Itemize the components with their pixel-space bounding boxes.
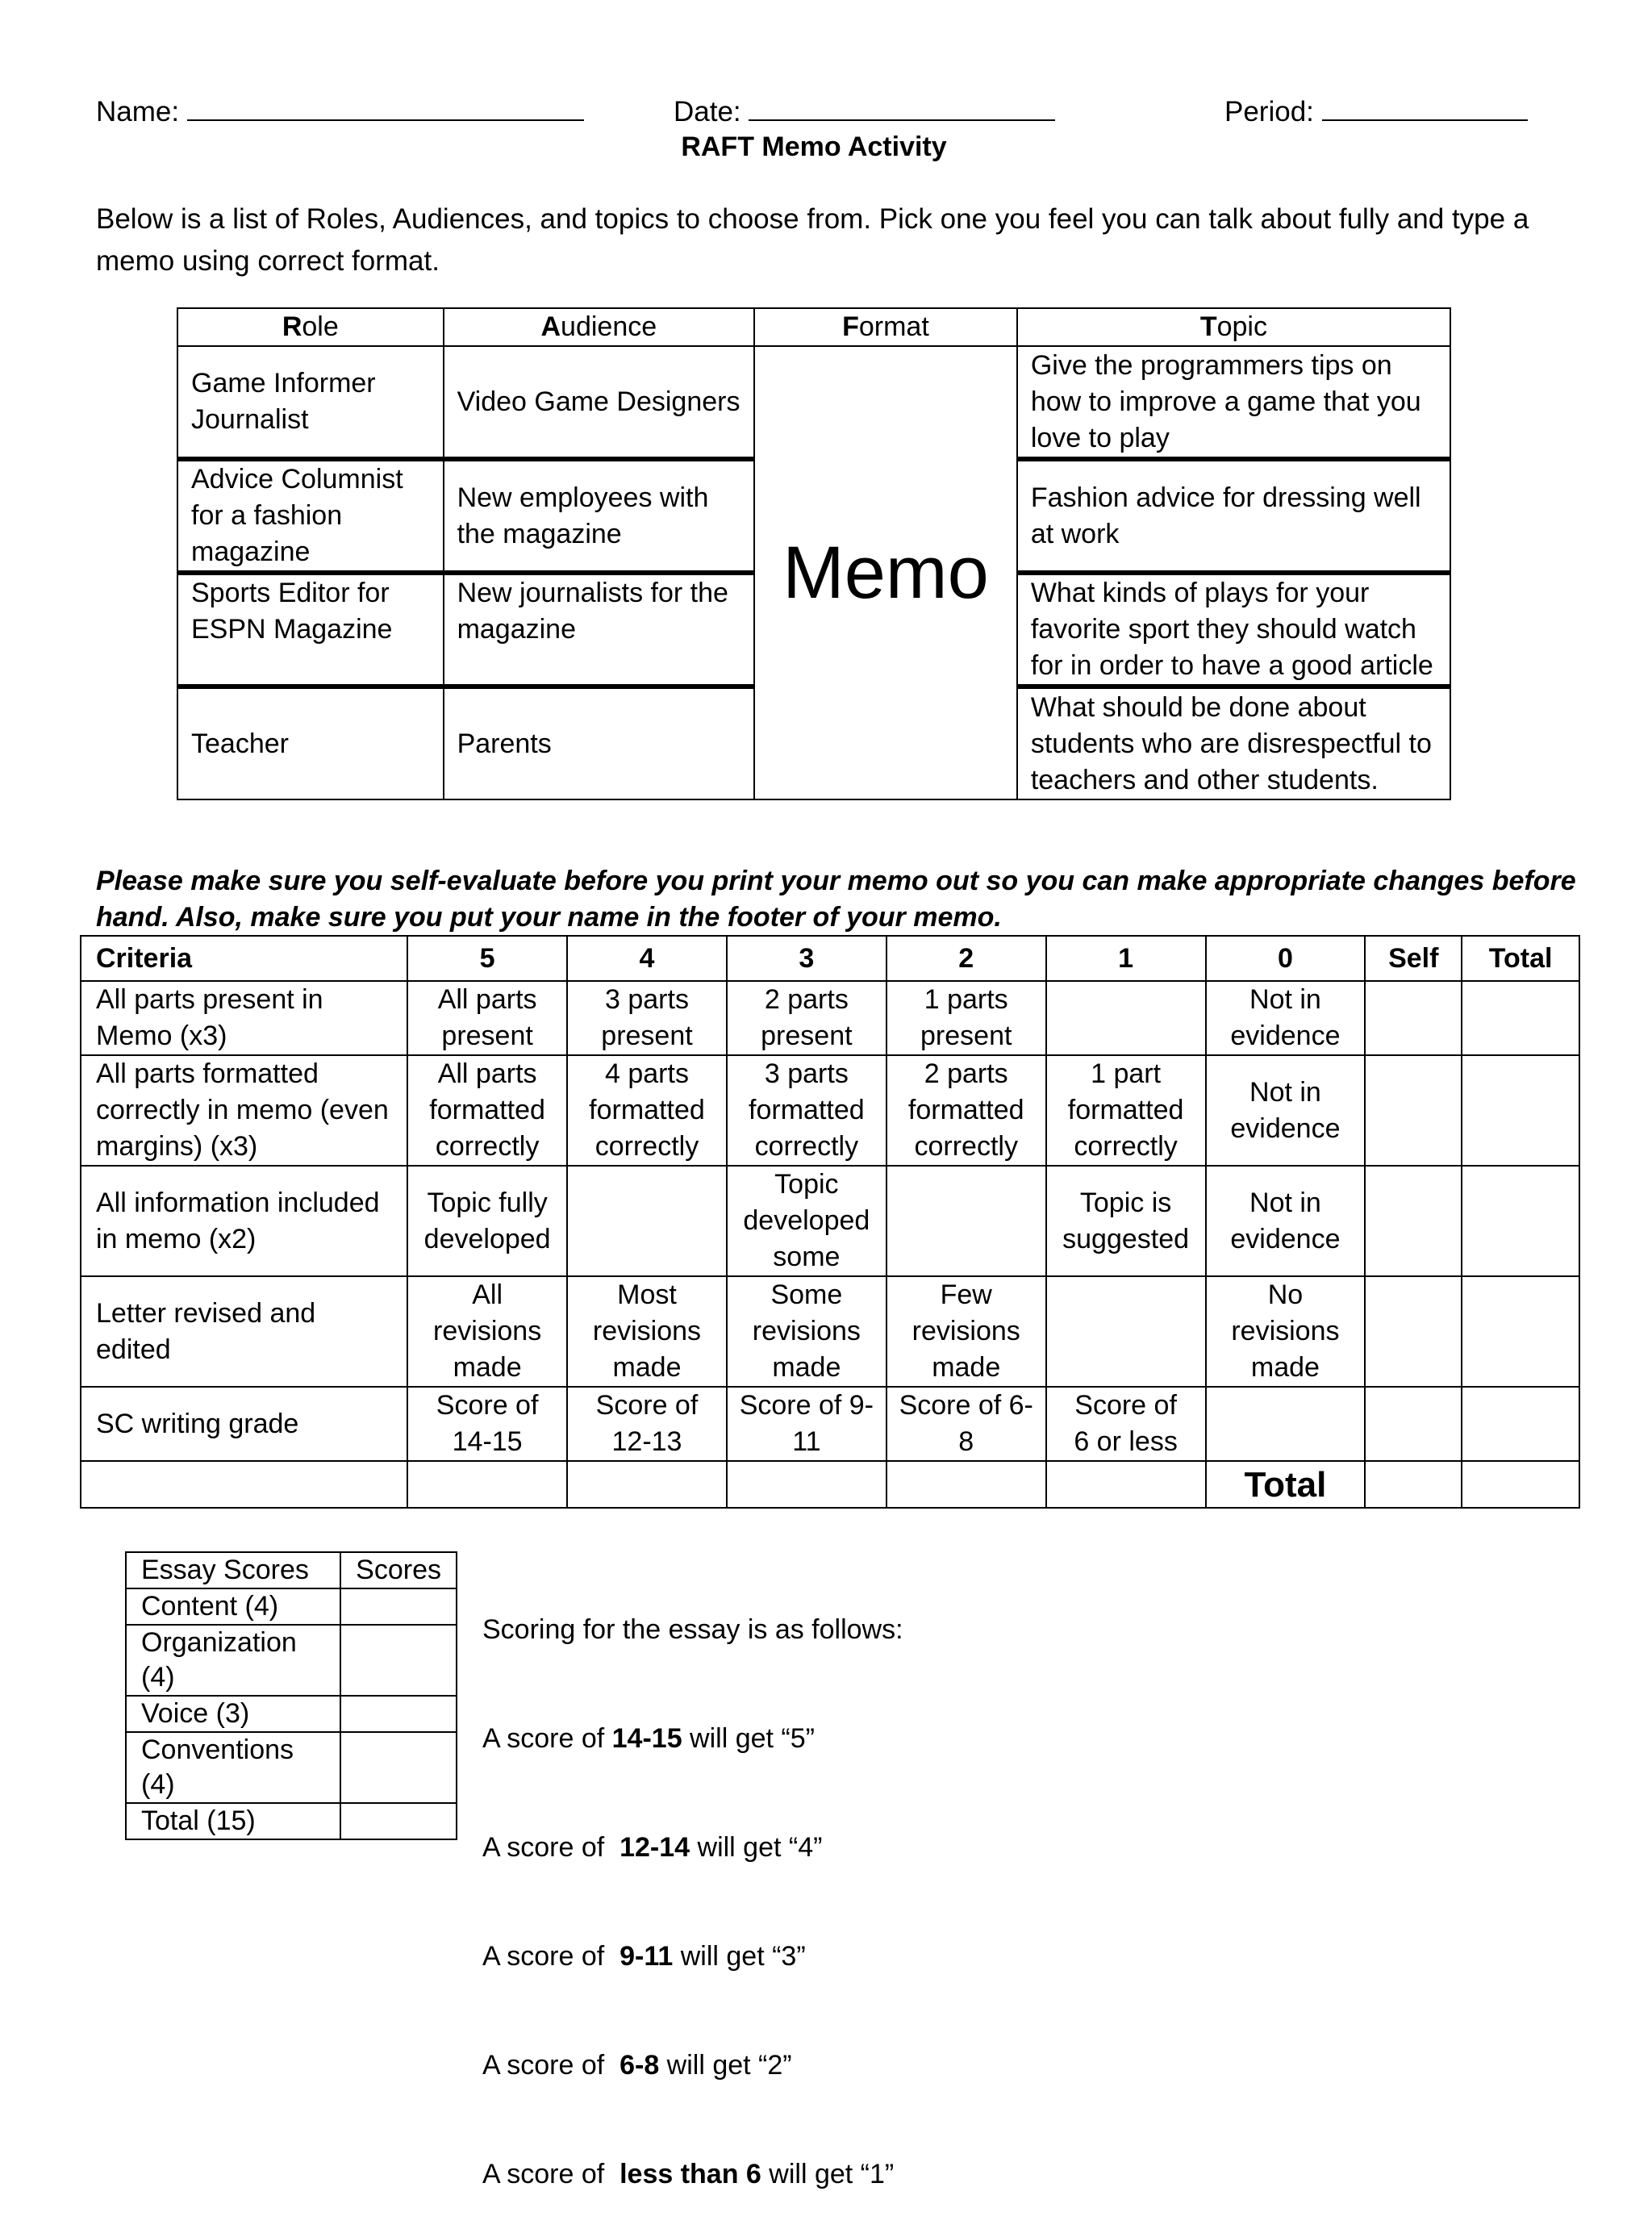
rubric-self-cell[interactable] (1365, 1055, 1462, 1166)
rubric-total-cell[interactable] (1462, 1276, 1579, 1387)
rubric-header-1: 1 (1046, 936, 1206, 981)
raft-header-role: Role (177, 308, 444, 346)
rubric-cell: 1 parts present (886, 981, 1046, 1055)
rubric-cell: Not in evidence (1206, 1055, 1366, 1166)
scoring-line: A score of 12-14 will get “4” (482, 1832, 823, 1863)
rubric-criteria: All information included in memo (x2) (81, 1166, 407, 1276)
rubric-total-cell[interactable] (1462, 1387, 1579, 1461)
raft-row (177, 346, 1450, 459)
scoring-line: A score of 9-11 will get “3” (482, 1941, 806, 1972)
rubric-cell: 2 parts present (727, 981, 886, 1055)
rubric-header-total: Total (1462, 936, 1579, 981)
rubric-total-label: Total (1206, 1461, 1366, 1508)
rubric-row (81, 981, 1579, 1055)
rubric-cell (1206, 1387, 1366, 1461)
page-title: RAFT Memo Activity (681, 131, 947, 162)
rubric-cell (81, 1461, 407, 1508)
name-field[interactable] (96, 95, 584, 128)
essay-score-label: Content (4) (126, 1588, 340, 1625)
rubric-cell: All parts present (407, 981, 567, 1055)
date-label: Date: (674, 96, 741, 127)
rubric-header-criteria: Criteria (81, 936, 407, 981)
rubric-table (80, 935, 1580, 1509)
rubric-self-total[interactable] (1365, 1461, 1462, 1508)
essay-scores-table (125, 1551, 457, 1840)
rubric-cell: Not in evidence (1206, 981, 1366, 1055)
note-line: hand. Also, make sure you put your name in the footer of your memo. (96, 902, 1002, 933)
rubric-cell: No revisions made (1206, 1276, 1366, 1387)
scoring-explanation (482, 1539, 903, 2229)
rubric-header-3: 3 (727, 936, 886, 981)
rubric-header-self: Self (1365, 936, 1462, 981)
rubric-cell (567, 1461, 727, 1508)
date-blank[interactable] (749, 95, 1055, 121)
rubric-cell (407, 1461, 567, 1508)
rubric-cell (886, 1166, 1046, 1276)
raft-audience: New journalists for the magazine (444, 573, 754, 687)
rubric-cell (1046, 1461, 1206, 1508)
rubric-cell: Topic is suggested (1046, 1166, 1206, 1276)
essay-score-label: Organization (4) (126, 1625, 340, 1696)
rubric-cell: Topic developed some (727, 1166, 886, 1276)
rubric-total-cell[interactable] (1462, 981, 1579, 1055)
rubric-criteria: All parts present in Memo (x3) (81, 981, 407, 1055)
rubric-self-cell[interactable] (1365, 1276, 1462, 1387)
rubric-self-cell[interactable] (1365, 981, 1462, 1055)
raft-topic: What kinds of plays for your favorite sport they should watch for in order to have a good article (1017, 573, 1450, 687)
scores-header: Scores (340, 1552, 457, 1588)
rubric-row (81, 1387, 1579, 1461)
rubric-cell (886, 1461, 1046, 1508)
intro-line: memo using correct format. (96, 245, 440, 277)
rubric-cell: 1 part formatted correctly (1046, 1055, 1206, 1166)
essay-score-label: Total (15) (126, 1803, 340, 1839)
raft-topic: Give the programmers tips on how to improve a game that you love to play (1017, 346, 1450, 459)
raft-audience: New employees with the magazine (444, 459, 754, 573)
rubric-total-cell[interactable] (1462, 1055, 1579, 1166)
rubric-cell (1046, 981, 1206, 1055)
period-blank[interactable] (1322, 95, 1528, 121)
raft-header-format: Format (754, 308, 1017, 346)
name-blank[interactable] (187, 95, 584, 121)
raft-topic: Fashion advice for dressing well at work (1017, 459, 1450, 573)
raft-role: Teacher (177, 687, 444, 799)
rubric-cell (1046, 1276, 1206, 1387)
rubric-cell: All revisions made (407, 1276, 567, 1387)
essay-score-label: Voice (3) (126, 1696, 340, 1732)
rubric-header-0: 0 (1206, 936, 1366, 981)
rubric-criteria: Letter revised and edited (81, 1276, 407, 1387)
raft-audience: Video Game Designers (444, 346, 754, 459)
scoring-line: A score of less than 6 will get “1” (482, 2159, 895, 2189)
raft-format-memo: Memo (754, 346, 1017, 799)
rubric-cell: Score of 6 or less (1046, 1387, 1206, 1461)
rubric-row (81, 1166, 1579, 1276)
rubric-cell: Score of 14-15 (407, 1387, 567, 1461)
rubric-cell: Most revisions made (567, 1276, 727, 1387)
rubric-cell: 2 parts formatted correctly (886, 1055, 1046, 1166)
essay-score-input[interactable] (340, 1625, 457, 1696)
rubric-cell: 4 parts formatted correctly (567, 1055, 727, 1166)
date-field[interactable] (674, 95, 1055, 128)
raft-audience: Parents (444, 687, 754, 799)
raft-topic: What should be done about students who are disrespectful to teachers and other students. (1017, 687, 1450, 799)
rubric-header-2: 2 (886, 936, 1046, 981)
raft-table (177, 307, 1451, 800)
rubric-row (81, 1276, 1579, 1387)
rubric-header-5: 5 (407, 936, 567, 981)
raft-header-audience: Audience (444, 308, 754, 346)
essay-score-label: Conventions (4) (126, 1732, 340, 1803)
period-field[interactable] (1224, 95, 1528, 128)
rubric-cell: Some revisions made (727, 1276, 886, 1387)
period-label: Period: (1224, 96, 1314, 127)
rubric-row (81, 1055, 1579, 1166)
rubric-cell: 3 parts formatted correctly (727, 1055, 886, 1166)
rubric-cell: Score of 9- 11 (727, 1387, 886, 1461)
scoring-intro: Scoring for the essay is as follows: (482, 1614, 903, 1645)
rubric-cell (567, 1166, 727, 1276)
rubric-self-cell[interactable] (1365, 1166, 1462, 1276)
intro-text (96, 198, 1529, 282)
rubric-cell: 3 parts present (567, 981, 727, 1055)
rubric-criteria: All parts formatted correctly in memo (even margins) (x3) (81, 1055, 407, 1166)
rubric-cell: Topic fully developed (407, 1166, 567, 1276)
rubric-cell: Not in evidence (1206, 1166, 1366, 1276)
rubric-cell (727, 1461, 886, 1508)
rubric-cell: Score of 12-13 (567, 1387, 727, 1461)
name-label: Name: (96, 96, 180, 127)
rubric-grand-total[interactable] (1462, 1461, 1579, 1508)
rubric-cell: All parts formatted correctly (407, 1055, 567, 1166)
self-evaluate-note (96, 863, 1576, 936)
essay-scores-header: Essay Scores (126, 1552, 340, 1588)
raft-role: Game Informer Journalist (177, 346, 444, 459)
note-line: Please make sure you self-evaluate before you print your memo out so you can make appropriate changes before (96, 866, 1576, 896)
rubric-self-cell[interactable] (1365, 1387, 1462, 1461)
raft-role: Sports Editor for ESPN Magazine (177, 573, 444, 687)
rubric-cell: Few revisions made (886, 1276, 1046, 1387)
rubric-cell: Score of 6- 8 (886, 1387, 1046, 1461)
raft-role: Advice Columnist for a fashion magazine (177, 459, 444, 573)
scoring-line: A score of 14-15 will get “5” (482, 1723, 815, 1754)
rubric-header-4: 4 (567, 936, 727, 981)
essay-score-input[interactable] (340, 1732, 457, 1803)
rubric-total-cell[interactable] (1462, 1166, 1579, 1276)
raft-header-topic: Topic (1017, 308, 1450, 346)
scoring-line: A score of 6-8 will get “2” (482, 2050, 792, 2081)
intro-line: Below is a list of Roles, Audiences, and topics to choose from. Pick one you feel you can talk about fully and type a (96, 203, 1529, 235)
essay-score-input[interactable] (340, 1588, 457, 1625)
rubric-total-row (81, 1461, 1579, 1508)
essay-score-input[interactable] (340, 1803, 457, 1839)
rubric-criteria: SC writing grade (81, 1387, 407, 1461)
essay-score-input[interactable] (340, 1696, 457, 1732)
